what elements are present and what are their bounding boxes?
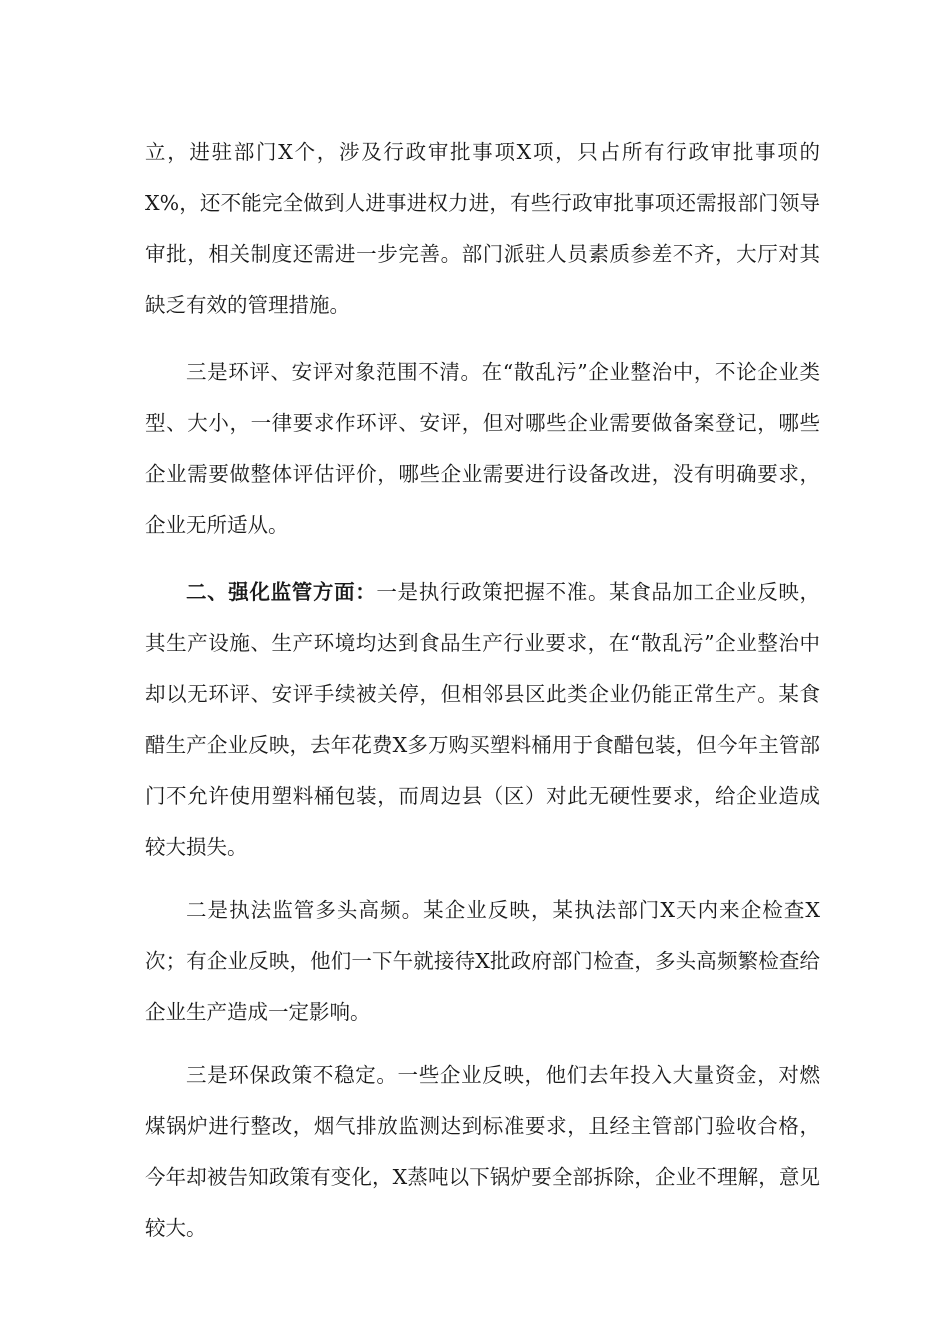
paragraph-3-text: 一是执行政策把握不准。某食品加工企业反映，其生产设施、生产环境均达到食品生产行业要求，在“散乱污”企业整治中却以无环评、安评手续被关停，但相邻县区此类企业仍能正常生产。某食醋生产企业反映，去年花费X多万购买塑料桶用于食醋包装，但今年主管部门不允许使用塑料桶包装，而周边县（区）对此无硬性要求，给企业造成较大损失。 [145, 580, 821, 859]
paragraph-4-text: 二是执法监管多头高频。某企业反映，某执法部门X天内来企检查X次；有企业反映，他们一下午就接待X批政府部门检查，多头高频繁检查给企业生产造成一定影响。 [145, 898, 820, 1024]
paragraph-1 [145, 127, 820, 331]
paragraph-3 [145, 567, 820, 873]
paragraph-2 [145, 347, 820, 551]
paragraph-5-text: 三是环保政策不稳定。一些企业反映，他们去年投入大量资金，对燃煤锅炉进行整改，烟气排放监测达到标准要求，且经主管部门验收合格，今年却被告知政策有变化，X蒸吨以下锅炉要全部拆除，企业不理解，意见较大。 [145, 1063, 820, 1240]
paragraph-2-text: 三是环评、安评对象范围不清。在“散乱污”企业整治中，不论企业类型、大小，一律要求作环评、安评，但对哪些企业需要做备案登记，哪些企业需要做整体评估评价，哪些企业需要进行设备改进，没有明确要求，企业无所适从。 [145, 360, 820, 537]
document-body [145, 127, 820, 1254]
section-heading: 二、强化监管方面： [186, 580, 377, 604]
paragraph-5 [145, 1050, 820, 1254]
paragraph-1-text: 立，进驻部门X个，涉及行政审批事项X项，只占所有行政审批事项的X%，还不能完全做到人进事进权力进，有些行政审批事项还需报部门领导审批，相关制度还需进一步完善。部门派驻人员素质参差不齐，大厅对其缺乏有效的管理措施。 [145, 140, 820, 317]
paragraph-4 [145, 885, 820, 1038]
